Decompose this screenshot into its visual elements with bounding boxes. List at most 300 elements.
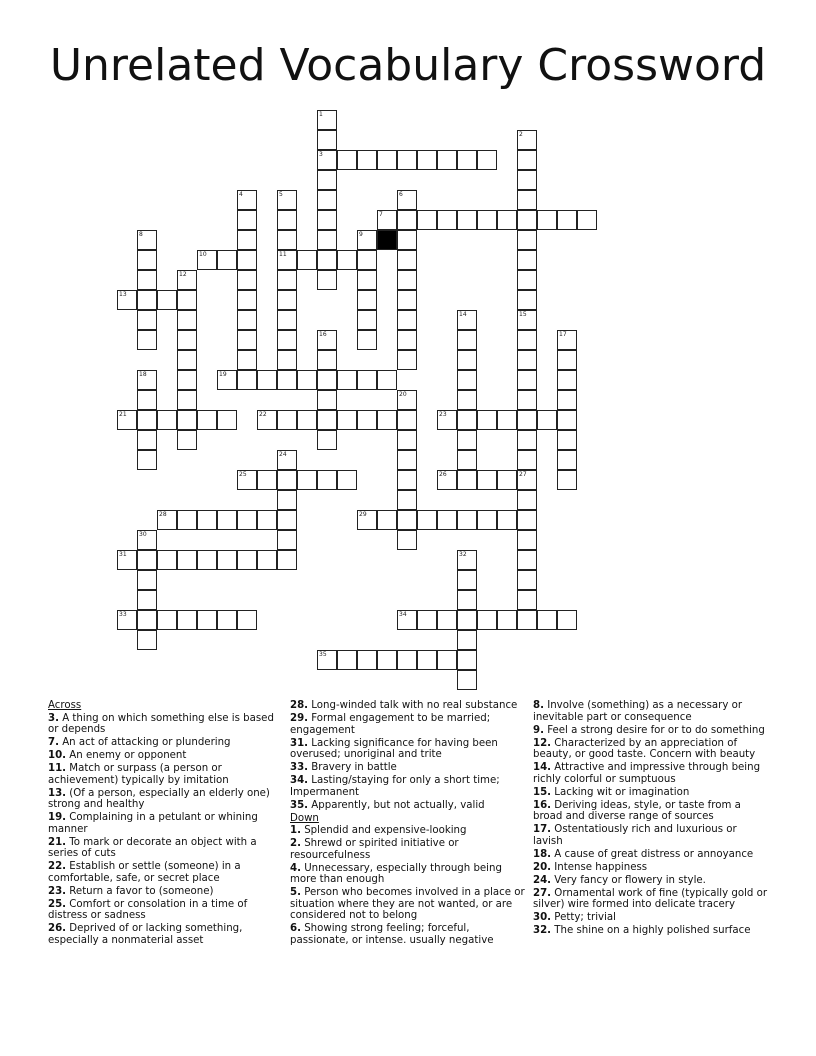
grid-cell[interactable]	[237, 370, 257, 390]
grid-cell[interactable]	[237, 510, 257, 530]
grid-cell[interactable]	[137, 370, 157, 390]
grid-cell[interactable]	[397, 190, 417, 210]
grid-cell[interactable]	[277, 550, 297, 570]
grid-cell[interactable]	[517, 210, 537, 230]
clue-item	[533, 875, 768, 887]
clue-item	[48, 750, 280, 762]
grid-cell[interactable]	[457, 390, 477, 410]
grid-cell[interactable]	[237, 250, 257, 270]
grid-cell[interactable]	[317, 650, 337, 670]
clue-item-text: Intense happiness	[551, 861, 648, 873]
grid-cell[interactable]	[277, 370, 297, 390]
grid-cell[interactable]	[117, 550, 137, 570]
grid-cell[interactable]	[397, 510, 417, 530]
grid-cell[interactable]	[457, 650, 477, 670]
grid-cell[interactable]	[237, 190, 257, 210]
grid-cell[interactable]	[157, 510, 177, 530]
grid-cell[interactable]	[297, 250, 317, 270]
grid-cell[interactable]	[417, 510, 437, 530]
grid-cell[interactable]	[157, 410, 177, 430]
grid-cell[interactable]	[197, 510, 217, 530]
grid-cell[interactable]	[517, 390, 537, 410]
grid-cell[interactable]	[397, 250, 417, 270]
grid-cell[interactable]	[517, 530, 537, 550]
clue-item-number: 35.	[290, 799, 309, 811]
clue-item	[48, 837, 280, 860]
grid-cell[interactable]	[397, 610, 417, 630]
grid-cell[interactable]	[217, 550, 237, 570]
grid-cell[interactable]	[397, 490, 417, 510]
clue-number: 34	[399, 611, 407, 618]
grid-cell[interactable]	[277, 270, 297, 290]
grid-cell[interactable]	[237, 330, 257, 350]
grid-cell[interactable]	[337, 470, 357, 490]
grid-cell[interactable]	[157, 290, 177, 310]
clue-item	[290, 887, 526, 922]
grid-cell[interactable]	[137, 430, 157, 450]
clue-item	[48, 899, 280, 922]
grid-cell[interactable]	[517, 470, 537, 490]
grid-cell[interactable]	[477, 510, 497, 530]
grid-cell[interactable]	[237, 230, 257, 250]
grid-cell[interactable]	[137, 410, 157, 430]
grid-cell[interactable]	[457, 370, 477, 390]
clue-item-text: An act of attacking or plundering	[58, 737, 231, 748]
grid-cell[interactable]	[357, 410, 377, 430]
grid-cell[interactable]	[537, 410, 557, 430]
grid-cell[interactable]	[517, 410, 537, 430]
grid-cell[interactable]	[537, 610, 557, 630]
grid-cell[interactable]	[277, 290, 297, 310]
clue-item-text: Lacking significance for having been overused; unoriginal and trite	[290, 737, 498, 760]
grid-cell[interactable]	[137, 630, 157, 650]
grid-cell[interactable]	[457, 610, 477, 630]
grid-cell[interactable]	[337, 650, 357, 670]
grid-cell[interactable]	[277, 230, 297, 250]
grid-cell[interactable]	[557, 410, 577, 430]
clue-item-text: Deriving ideas, style, or taste from a broad and diverse range of sources	[533, 799, 741, 822]
grid-cell[interactable]	[277, 350, 297, 370]
grid-cell[interactable]	[237, 470, 257, 490]
clue-item-text: Return a favor to (someone)	[66, 885, 214, 897]
grid-cell[interactable]	[217, 410, 237, 430]
grid-cell[interactable]	[317, 390, 337, 410]
grid-cell[interactable]	[277, 330, 297, 350]
grid-cell[interactable]	[517, 230, 537, 250]
grid-cell[interactable]	[157, 610, 177, 630]
grid-cell[interactable]	[277, 190, 297, 210]
clue-item	[533, 925, 768, 937]
grid-cell[interactable]	[237, 350, 257, 370]
grid-cell[interactable]	[557, 330, 577, 350]
clue-item-number: 24.	[533, 874, 552, 886]
grid-cell[interactable]	[317, 350, 337, 370]
clue-item-number: 17.	[533, 824, 552, 835]
grid-cell[interactable]	[517, 190, 537, 210]
clue-number: 17	[559, 331, 567, 338]
clue-item-text: Unnecessary, especially through being more than enough	[290, 862, 502, 885]
grid-cell[interactable]	[377, 410, 397, 430]
grid-cell[interactable]	[517, 330, 537, 350]
clue-item	[533, 912, 768, 924]
grid-cell[interactable]	[557, 350, 577, 370]
grid-cell[interactable]	[357, 150, 377, 170]
grid-cell[interactable]	[137, 310, 157, 330]
grid-cell[interactable]	[317, 330, 337, 350]
grid-cell[interactable]	[177, 390, 197, 410]
grid-cell[interactable]	[237, 210, 257, 230]
grid-cell[interactable]	[317, 210, 337, 230]
clue-item-text: Attractive and impressive through being richly colorful or sumptuous	[533, 762, 761, 785]
clue-item-text: Establish or settle (someone) in a comfortable, safe, or secret place	[48, 861, 241, 884]
grid-cell[interactable]	[217, 610, 237, 630]
grid-cell[interactable]	[517, 510, 537, 530]
grid-cell[interactable]	[137, 590, 157, 610]
grid-cell[interactable]	[357, 270, 377, 290]
grid-cell[interactable]	[457, 510, 477, 530]
grid-cell[interactable]	[377, 370, 397, 390]
grid-cell[interactable]	[337, 150, 357, 170]
grid-cell[interactable]	[417, 150, 437, 170]
grid-cell[interactable]	[517, 290, 537, 310]
grid-cell[interactable]	[397, 270, 417, 290]
grid-cell[interactable]	[277, 210, 297, 230]
grid-cell[interactable]	[397, 530, 417, 550]
clue-item	[533, 738, 768, 761]
grid-cell[interactable]	[457, 310, 477, 330]
grid-cell[interactable]	[277, 530, 297, 550]
clue-item-number: 26.	[48, 923, 67, 934]
clue-item	[533, 862, 768, 874]
grid-cell[interactable]	[457, 470, 477, 490]
grid-cell[interactable]	[197, 550, 217, 570]
clue-item	[48, 923, 280, 946]
grid-cell[interactable]	[357, 230, 377, 250]
grid-cell[interactable]	[237, 310, 257, 330]
grid-cell[interactable]	[517, 250, 537, 270]
grid-cell[interactable]	[537, 210, 557, 230]
grid-cell[interactable]	[457, 210, 477, 230]
grid-cell[interactable]	[457, 450, 477, 470]
clue-number: 4	[239, 191, 243, 198]
grid-cell[interactable]	[277, 410, 297, 430]
grid-cell[interactable]	[517, 350, 537, 370]
clue-item-number: 32.	[533, 925, 552, 936]
grid-cell[interactable]	[337, 410, 357, 430]
grid-cell[interactable]	[397, 470, 417, 490]
across-clue-list-continued	[290, 700, 526, 811]
grid-cell[interactable]	[177, 550, 197, 570]
clue-number: 11	[279, 251, 287, 258]
grid-cell[interactable]	[457, 670, 477, 690]
grid-cell[interactable]	[517, 130, 537, 150]
grid-cell[interactable]	[457, 550, 477, 570]
clue-number: 2	[519, 131, 523, 138]
grid-cell[interactable]	[357, 650, 377, 670]
across-clue-list	[48, 713, 280, 947]
grid-cell[interactable]	[557, 450, 577, 470]
grid-cell[interactable]	[297, 410, 317, 430]
grid-cell[interactable]	[157, 550, 177, 570]
grid-cell[interactable]	[357, 330, 377, 350]
grid-cell[interactable]	[437, 510, 457, 530]
grid-cell[interactable]	[397, 310, 417, 330]
grid-cell[interactable]	[357, 290, 377, 310]
grid-cell[interactable]	[377, 210, 397, 230]
clue-item	[533, 700, 768, 723]
grid-cell[interactable]	[557, 370, 577, 390]
grid-cell[interactable]	[317, 130, 337, 150]
clue-number: 31	[119, 551, 127, 558]
grid-cell[interactable]	[457, 330, 477, 350]
grid-cell[interactable]	[457, 430, 477, 450]
grid-cell[interactable]	[297, 470, 317, 490]
clue-item	[48, 812, 280, 835]
grid-cell[interactable]	[357, 250, 377, 270]
grid-cell[interactable]	[177, 430, 197, 450]
clue-item-number: 29.	[290, 713, 309, 724]
grid-cell[interactable]	[497, 510, 517, 530]
grid-cell[interactable]	[177, 350, 197, 370]
grid-cell[interactable]	[257, 550, 277, 570]
grid-cell[interactable]	[477, 210, 497, 230]
grid-cell[interactable]	[277, 510, 297, 530]
grid-cell[interactable]	[397, 430, 417, 450]
grid-cell[interactable]	[177, 330, 197, 350]
grid-cell[interactable]	[137, 330, 157, 350]
grid-cell[interactable]	[317, 150, 337, 170]
clue-number: 14	[459, 311, 467, 318]
grid-cell[interactable]	[117, 290, 137, 310]
grid-cell[interactable]	[237, 610, 257, 630]
grid-cell[interactable]	[577, 210, 597, 230]
grid-cell[interactable]	[277, 250, 297, 270]
clues-column-1	[48, 700, 280, 948]
grid-cell[interactable]	[137, 530, 157, 550]
grid-cell[interactable]	[217, 510, 237, 530]
grid-cell[interactable]	[177, 610, 197, 630]
grid-cell[interactable]	[377, 650, 397, 670]
grid-cell[interactable]	[457, 590, 477, 610]
grid-cell[interactable]	[457, 350, 477, 370]
grid-cell[interactable]	[477, 610, 497, 630]
grid-cell[interactable]	[517, 610, 537, 630]
clue-number: 6	[399, 191, 403, 198]
grid-cell[interactable]	[397, 350, 417, 370]
grid-cell[interactable]	[517, 430, 537, 450]
grid-cell[interactable]	[257, 470, 277, 490]
grid-cell[interactable]	[177, 290, 197, 310]
grid-cell[interactable]	[277, 490, 297, 510]
grid-cell[interactable]	[557, 430, 577, 450]
grid-cell[interactable]	[377, 510, 397, 530]
clue-item-number: 8.	[533, 700, 544, 711]
grid-cell[interactable]	[397, 390, 417, 410]
grid-cell[interactable]	[257, 510, 277, 530]
grid-cell[interactable]	[137, 570, 157, 590]
grid-cell[interactable]	[517, 310, 537, 330]
grid-cell[interactable]	[497, 410, 517, 430]
grid-cell[interactable]	[437, 470, 457, 490]
grid-cell[interactable]	[517, 570, 537, 590]
clue-item	[290, 713, 526, 736]
grid-cell[interactable]	[317, 250, 337, 270]
grid-cell[interactable]	[457, 630, 477, 650]
grid-cell[interactable]	[237, 270, 257, 290]
grid-cell[interactable]	[517, 150, 537, 170]
grid-cell[interactable]	[397, 410, 417, 430]
clue-number: 8	[139, 231, 143, 238]
grid-cell[interactable]	[557, 390, 577, 410]
grid-cell[interactable]	[517, 270, 537, 290]
grid-cell[interactable]	[337, 250, 357, 270]
grid-cell[interactable]	[417, 210, 437, 230]
clue-number: 23	[439, 411, 447, 418]
grid-cell[interactable]	[137, 550, 157, 570]
grid-cell[interactable]	[397, 210, 417, 230]
grid-cell[interactable]	[397, 290, 417, 310]
grid-cell[interactable]	[397, 150, 417, 170]
grid-cell[interactable]	[137, 610, 157, 630]
clue-item-number: 16.	[533, 799, 552, 811]
clues-column-2	[290, 700, 526, 948]
grid-cell[interactable]	[437, 610, 457, 630]
black-cell	[377, 230, 397, 250]
grid-cell[interactable]	[517, 370, 537, 390]
grid-cell[interactable]	[317, 370, 337, 390]
clue-item-text: Very fancy or flowery in style.	[551, 874, 706, 886]
clue-item-number: 15.	[533, 786, 552, 798]
grid-cell[interactable]	[317, 410, 337, 430]
grid-cell[interactable]	[477, 410, 497, 430]
grid-cell[interactable]	[557, 470, 577, 490]
clue-item-text: Petty; trivial	[551, 912, 616, 923]
grid-cell[interactable]	[197, 410, 217, 430]
grid-cell[interactable]	[277, 310, 297, 330]
grid-cell[interactable]	[177, 510, 197, 530]
grid-cell[interactable]	[317, 270, 337, 290]
grid-cell[interactable]	[337, 370, 357, 390]
down-clue-list	[290, 825, 526, 946]
clue-item-number: 18.	[533, 848, 552, 860]
across-header: Across	[48, 700, 82, 711]
grid-cell[interactable]	[317, 230, 337, 250]
clue-number: 5	[279, 191, 283, 198]
grid-cell[interactable]	[437, 210, 457, 230]
grid-cell[interactable]	[137, 290, 157, 310]
grid-cell[interactable]	[297, 370, 317, 390]
grid-cell[interactable]	[197, 610, 217, 630]
grid-cell[interactable]	[457, 570, 477, 590]
clue-number: 15	[519, 311, 527, 318]
grid-cell[interactable]	[517, 550, 537, 570]
grid-cell[interactable]	[237, 290, 257, 310]
grid-cell[interactable]	[317, 170, 337, 190]
grid-cell[interactable]	[497, 470, 517, 490]
grid-cell[interactable]	[137, 450, 157, 470]
grid-cell[interactable]	[437, 410, 457, 430]
clue-item-text: Deprived of or lacking something, especially a nonmaterial asset	[48, 923, 243, 946]
grid-cell[interactable]	[417, 610, 437, 630]
grid-cell[interactable]	[177, 310, 197, 330]
grid-cell[interactable]	[137, 270, 157, 290]
clue-item-number: 20.	[533, 861, 552, 873]
grid-cell[interactable]	[437, 150, 457, 170]
grid-cell[interactable]	[177, 410, 197, 430]
clue-item-number: 12.	[533, 737, 552, 749]
grid-cell[interactable]	[257, 370, 277, 390]
grid-cell[interactable]	[377, 150, 397, 170]
grid-cell[interactable]	[237, 550, 257, 570]
grid-cell[interactable]	[357, 310, 377, 330]
grid-cell[interactable]	[517, 450, 537, 470]
grid-cell[interactable]	[177, 370, 197, 390]
grid-cell[interactable]	[397, 450, 417, 470]
grid-cell[interactable]	[277, 470, 297, 490]
grid-cell[interactable]	[317, 190, 337, 210]
grid-cell[interactable]	[497, 210, 517, 230]
clue-item-text: Person who becomes involved in a place or situation where they are not wanted, or are considered not to belong	[290, 887, 525, 921]
clue-item-number: 28.	[290, 700, 309, 711]
grid-cell[interactable]	[497, 610, 517, 630]
grid-cell[interactable]	[117, 410, 137, 430]
page-title: Unrelated Vocabulary Crossword	[49, 40, 767, 91]
grid-cell[interactable]	[417, 650, 437, 670]
clue-item	[48, 861, 280, 884]
clue-item	[290, 923, 526, 946]
grid-cell[interactable]	[137, 230, 157, 250]
grid-cell[interactable]	[517, 590, 537, 610]
grid-cell[interactable]	[397, 330, 417, 350]
grid-cell[interactable]	[437, 650, 457, 670]
grid-cell[interactable]	[477, 150, 497, 170]
clue-item-text: Ostentatiously rich and luxurious or lavish	[533, 824, 737, 847]
grid-cell[interactable]	[557, 210, 577, 230]
grid-cell[interactable]	[317, 430, 337, 450]
clue-item-text: Formal engagement to be married; engagement	[290, 713, 491, 736]
grid-cell[interactable]	[397, 650, 417, 670]
grid-cell[interactable]	[137, 390, 157, 410]
grid-cell[interactable]	[457, 410, 477, 430]
grid-cell[interactable]	[277, 450, 297, 470]
grid-cell[interactable]	[517, 170, 537, 190]
clue-number: 27	[519, 471, 527, 478]
grid-cell[interactable]	[517, 490, 537, 510]
clue-number: 12	[179, 271, 187, 278]
grid-cell[interactable]	[217, 250, 237, 270]
grid-cell[interactable]	[317, 110, 337, 130]
clue-number: 13	[119, 291, 127, 298]
grid-cell[interactable]	[477, 470, 497, 490]
grid-cell[interactable]	[117, 610, 137, 630]
clue-item	[290, 825, 526, 837]
clue-item-number: 3.	[48, 712, 59, 724]
clue-number: 33	[119, 611, 127, 618]
grid-cell[interactable]	[257, 410, 277, 430]
grid-cell[interactable]	[357, 510, 377, 530]
grid-cell[interactable]	[397, 230, 417, 250]
grid-cell[interactable]	[197, 250, 217, 270]
grid-cell[interactable]	[357, 370, 377, 390]
grid-cell[interactable]	[217, 370, 237, 390]
clue-item-number: 11.	[48, 763, 67, 774]
grid-cell[interactable]	[137, 250, 157, 270]
grid-cell[interactable]	[317, 470, 337, 490]
clue-item-text: Showing strong feeling; forceful, passionate, or intense. usually negative	[290, 923, 494, 946]
grid-cell[interactable]	[457, 150, 477, 170]
grid-cell[interactable]	[177, 270, 197, 290]
grid-cell[interactable]	[557, 610, 577, 630]
